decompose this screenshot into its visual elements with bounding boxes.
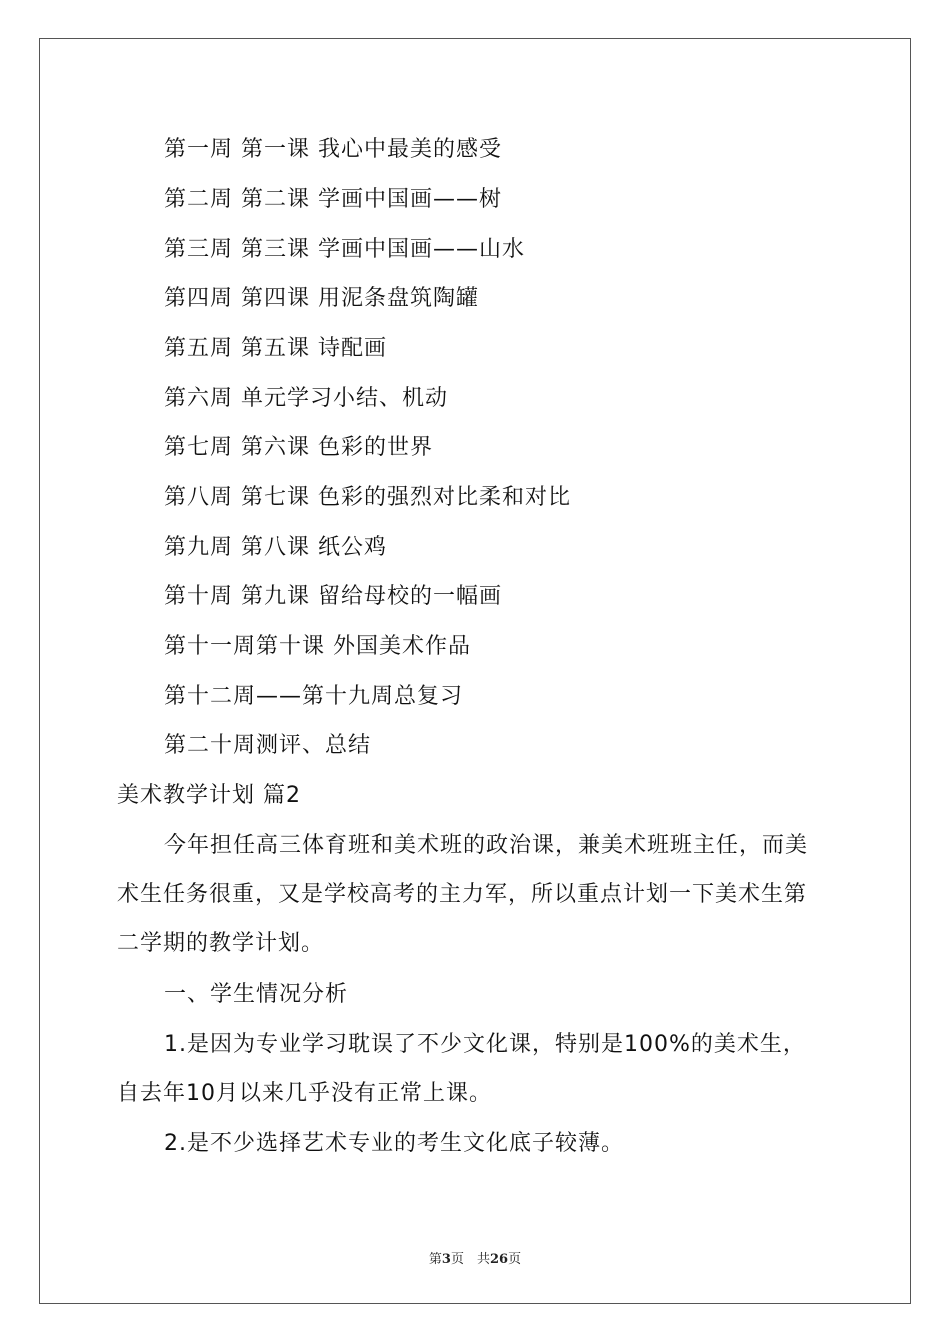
footer-page-number: 3 <box>441 1252 451 1267</box>
point-2-paragraph: 2.是不少选择艺术专业的考生文化底子较薄。 <box>164 1131 624 1156</box>
schedule-item: 第一周 第一课 我心中最美的感受 <box>164 137 502 162</box>
schedule-item: 第四周 第四课 用泥条盘筑陶罐 <box>164 286 479 311</box>
paragraph-line: 1.是因为专业学习耽误了不少文化课，特别是100%的美术生， <box>164 1032 806 1057</box>
schedule-item: 第二十周测评、总结 <box>164 733 372 758</box>
intro-paragraph <box>117 831 832 978</box>
schedule-item: 第九周 第八课 纸公鸡 <box>164 535 387 560</box>
schedule-item: 第三周 第三课 学画中国画——山水 <box>164 237 525 262</box>
schedule-item: 第十二周——第十九周总复习 <box>164 684 464 709</box>
paragraph-line: 术生任务很重，又是学校高考的主力军，所以重点计划一下美术生第 <box>117 882 808 907</box>
schedule-item: 第二周 第二课 学画中国画——树 <box>164 187 502 212</box>
footer-prefix: 第 <box>428 1252 442 1267</box>
page-footer <box>0 1248 950 1267</box>
section-title: 美术教学计划 篇2 <box>117 783 301 808</box>
schedule-item: 第六周 单元学习小结、机动 <box>164 386 448 411</box>
schedule-item: 第十一周第十课 外国美术作品 <box>164 634 471 659</box>
paragraph-line: 今年担任高三体育班和美术班的政治课，兼美术班班主任，而美 <box>164 833 809 858</box>
footer-total-pages: 26 <box>489 1252 509 1267</box>
schedule-item: 第五周 第五课 诗配画 <box>164 336 387 361</box>
subheading: 一、学生情况分析 <box>164 982 349 1007</box>
paragraph-line: 自去年10月以来几乎没有正常上课。 <box>117 1081 492 1106</box>
point-1-paragraph <box>117 1030 832 1128</box>
footer-mid: 页 共 <box>450 1252 490 1267</box>
footer-suffix: 页 <box>508 1252 522 1267</box>
schedule-item: 第八周 第七课 色彩的强烈对比柔和对比 <box>164 485 571 510</box>
schedule-item: 第七周 第六课 色彩的世界 <box>164 435 433 460</box>
schedule-item: 第十周 第九课 留给母校的一幅画 <box>164 584 502 609</box>
paragraph-line: 二学期的教学计划。 <box>117 931 325 956</box>
